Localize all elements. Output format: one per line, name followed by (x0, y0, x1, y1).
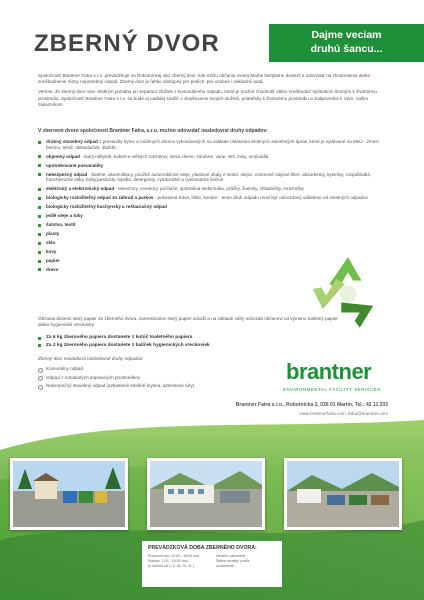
slogan-line-1: Dajme veciam (311, 29, 382, 41)
hours-line: (v období od 1. 2. do 15. 11.) (148, 563, 194, 568)
slogan-line-2: druhú šancu... (310, 43, 383, 55)
logo-tagline: ENVIRONMENTAL FACILITY SERVICES (283, 387, 381, 392)
waste-type-name: sklo (46, 240, 56, 246)
waste-type-name: biologicky rozložiteľný odpad zo záhrad a parkov (46, 195, 154, 201)
list-item (38, 154, 388, 160)
waste-type-name: drevo (46, 266, 59, 272)
waste-type-desc: z prestavby bytov a rodinných domov vykonávaných na základe ohlásenia drobných stavebných úprav, ktoré je vydávané na MsÚ - zmesi betónu, tehál, obkladačiek, dlaždíc (46, 139, 379, 150)
waste-types-heading: V zbernom dvore spoločnosti Brantner Fatra, s.r.o. možno odovzdať nasledovné druhy odpadov: (38, 128, 268, 134)
page-title: ZBERNÝ DVOR (34, 30, 220, 57)
hours-line: Pracovné dni: 10.00 - 18.00 hod. (148, 554, 201, 558)
contact-web: www.brantnerfatra.com, fatra@brantner.com (299, 411, 388, 416)
list-item (38, 222, 388, 228)
opening-hours-weekend (216, 554, 276, 568)
waste-type-name: šatstvo, textil (46, 222, 76, 228)
photo-collection-yard-3 (284, 458, 402, 530)
waste-type-name: objemný odpad (46, 153, 80, 159)
waste-type-name: papier (46, 258, 60, 263)
slogan-banner (269, 24, 424, 62)
list-item (38, 186, 388, 192)
intro-paragraph-1: Spoločnosť Brantner Fatra s.r.o. prevádzkuje na Robotníckej ulici zberný dvor, kde môžu občania mesta Martin bezplatne doviezť a odovzdať na zhodnotenie alebo zneškodnenie rôzny nepotrebný odpad. Zberný dvor je ľahko dostupný pre peších, pre osobné i nákladné autá. (38, 73, 371, 85)
photo-collection-yard-1 (10, 458, 128, 530)
list-item (38, 163, 388, 169)
opening-hours-box (142, 541, 282, 587)
hours-line: oznámenia (216, 563, 234, 568)
brantner-logo (280, 359, 390, 393)
waste-type-name: drobný stavebný odpad (46, 139, 98, 144)
list-item (38, 240, 388, 246)
list-item: Odpad z rozobratých dopravných prostriedkov (38, 375, 338, 381)
hours-line: Štátne sviatky: podľa (216, 558, 250, 563)
waste-type-name: opotrebované pneumatiky (46, 162, 104, 168)
list-item (38, 231, 388, 237)
opening-hours-weekdays (148, 554, 208, 568)
waste-type-desc: - starý nábytok, koberce veľkých rozmerov, okná, dvere, zárubne, vane, WC misy, umývadlá (79, 153, 269, 159)
list-item: Za 2 kg zberového papiera dostanete 1 balíček hygienických vreckoviek (38, 343, 338, 349)
list-item (38, 213, 388, 219)
list-item (38, 139, 388, 150)
not-accepted-heading: Zberný dvor neodoberá nasledovné druhy odpadov: (38, 356, 144, 361)
list-item: Nebezpečný stavebný odpad (azbestové strešné krytina, azbestové rúry) (38, 383, 338, 389)
hours-line: Nedeľa: zatvorené (216, 554, 246, 558)
waste-type-name: jedlé oleje a tuky (46, 213, 83, 219)
list-item: Za 6 kg zberového papiera dostanete 1 kotúč toaletného papiera (38, 335, 338, 341)
waste-type-name: nebezpečný odpad (46, 171, 88, 177)
list-item (38, 172, 388, 183)
photo-collection-yard-2 (147, 458, 265, 530)
list-item: Komunálny odpad (38, 366, 338, 372)
waste-type-desc: - batérie, akumulátory, použité automobilové oleje, plastové obaly z motor. olejov, motorové olejové filtre, absorbenty, kyseliny, rozpúšťadlá, fotochemické látky, farby,pesticídy, lepidlá, detergenty, cytotoxické a cytostatické liečivá (46, 171, 372, 183)
intro-paragraph-2: Veríme, že zberný dvor nám všetkým pomáha pri separácii zložiek z komunálneho odpadu, ktoré je možné zhodnotiť alebo zneškodniť spôsobom šetrným k životnému prostrediu. Spoločnosť Brantner Fatra s.r.o. sa bude aj naďalej snažiť o zlepšovanie svojich služieb, priateľsky k životnému prostrediu a zodpovedne k Vám, našim zákazníkom. (38, 89, 377, 107)
waste-type-desc: - televízory, monitory, počítače, spotrebná elektronika, práčky, žiarivky, chladničky, mrazničky (114, 186, 304, 192)
waste-type-name: biologicky rozložiteľný kuchynský a reštauračný odpad (46, 204, 167, 210)
waste-type-desc: - pokosená tráva, lístie, konáre - tento druh odpadu musí byť odovzdaný oddelene od ostatných odpadov (153, 195, 368, 201)
intro-text (38, 73, 388, 112)
hours-line: Sobota: 7.00 - 15.00 hod. (148, 558, 189, 563)
waste-type-name: elektrický a elektronický odpad (46, 186, 115, 192)
contact-address: Brantner Fatra s.r.o., Robotnícka 2, 036 01 Martin, Tel.: 42 11 333 (235, 402, 388, 408)
opening-hours-title: PREVÁDZKOVÁ DOBA ZBERNÉHO DVORA: (148, 545, 257, 551)
waste-type-name: kovy (46, 249, 57, 255)
logo-wordmark: brantner (286, 359, 372, 384)
waste-type-name: plasty (46, 231, 60, 237)
paper-exchange-list (38, 335, 338, 350)
paper-exchange-note: Občania donesú starý papier do zberného dvora, zamestnanec starý papier odváži a na základe váhy odovzdá občanovi na výmenu toaletný papier alebo hygienické vreckovky: (38, 316, 338, 327)
list-item (38, 195, 388, 201)
opening-hours-columns (148, 554, 276, 568)
list-item (38, 204, 388, 210)
